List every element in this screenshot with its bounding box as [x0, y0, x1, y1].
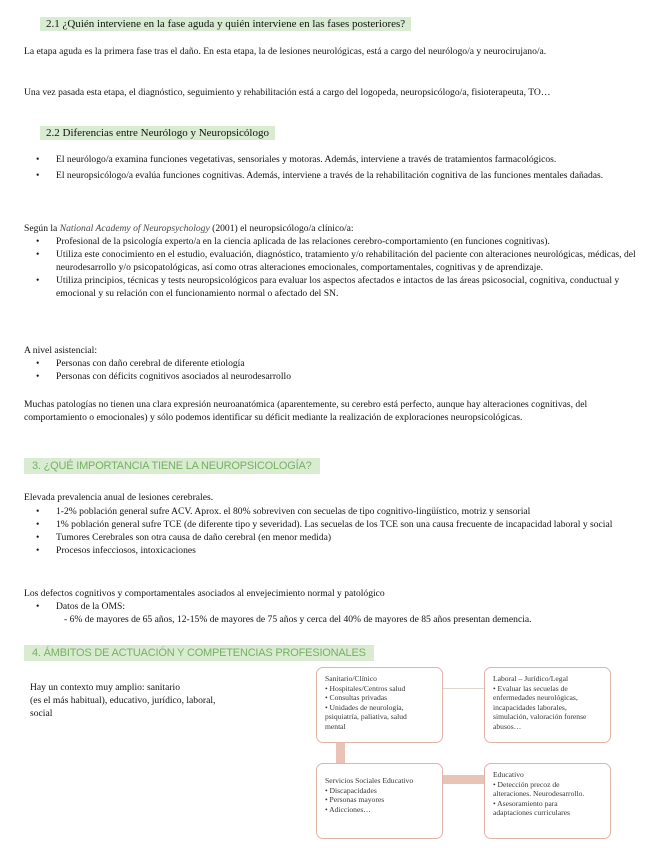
list-item: • El neurólogo/a examina funciones vegetativas, sensoriales y motoras. Además, interviene a través de tratamientos farmacológicos.: [56, 153, 636, 166]
list-item: • Utiliza este conocimiento en el estudio, evaluación, diagnóstico, tratamiento y/o rehabilitación del paciente con alteraciones neurológicas, médicas, del neurodesarrollo y/o psicopatológicas, así como otras alteraciones emocionales, comportamentales, cognitivas y de aprendizaje.: [56, 248, 636, 274]
list-item: • Utiliza principios, técnicas y tests neuropsicológicos para evaluar los aspectos afectados e intactos de las áreas psicosocial, cognitiva, conductual y emocional y su relación con el funcionamiento normal o afectado del SN.: [56, 274, 636, 300]
ambito-line: psiquiatría, paliativa, salud: [325, 712, 407, 722]
definition-suffix: (2001) el neuropsicólogo/a clínico/a:: [209, 223, 354, 234]
list-item: • Personas con déficits cognitivos asociados al neurodesarrollo: [56, 370, 636, 383]
list-item: • 1% población general sufre TCE (de diferente tipo y severidad). Las secuelas de los TCE son una causa frecuente de incapacidad laboral y social: [56, 518, 636, 531]
paragraph-patologias: Muchas patologías no tienen una clara expresión neuroanatómica (aparentemente, su cerebro está perfecto, aunque hay alteraciones cognitivas, del comportamiento o emocionales) y sólo podemos identificar su déficit mediante la realización de exploraciones neuropsicológicas.: [24, 399, 588, 423]
section-4-heading: 4. ÁMBITOS DE ACTUACIÓN Y COMPETENCIAS PROFESIONALES: [24, 645, 374, 661]
definition-prefix: Según la: [24, 223, 60, 234]
ambito-sanitario-box: [316, 667, 443, 743]
ambito-line: simulación, valoración forense: [493, 712, 587, 722]
connector-bar: [441, 775, 484, 784]
ambito-line: incapacidades laborales,: [493, 702, 567, 712]
ambitos-intro: [30, 681, 300, 720]
definition-intro: [24, 222, 634, 235]
asistencial-label: A nivel asistencial:: [24, 345, 98, 356]
ambito-line: • Evaluar las secuelas de: [493, 683, 568, 693]
neurologo-vs-neuropsicologo-list: [24, 153, 636, 182]
ambito-educativo-box: [484, 763, 611, 839]
paragraph-fases-posteriores: Una vez pasada esta etapa, el diagnóstico, seguimiento y rehabilitación está a cargo del logopeda, neuropsicólogo/a, fisioterapeuta, TO…: [24, 87, 551, 98]
list-item: • Personas con daño cerebral de diferente etiología: [56, 357, 636, 370]
ambito-line: • Hospitales/Centros salud: [325, 683, 406, 693]
envejecimiento-label: Los defectos cognitivos y comportamentales asociados al envejecimiento normal y patológico: [24, 588, 385, 599]
list-item: • El neuropsicólogo/a evalúa funciones cognitivas. Además, interviene a través de la rehabilitación cognitiva de las funciones mentales dañadas.: [56, 169, 636, 182]
list-item: • Profesional de la psicología experto/a en la ciencia aplicada de las relaciones cerebro-comportamiento (en funciones cognitivas).: [56, 235, 636, 248]
oms-detail: - 6% de mayores de 65 años, 12-15% de mayores de 75 años y cerca del 40% de mayores de 85 años presentan demencia.: [64, 614, 532, 625]
asistencial-list: [24, 357, 636, 383]
intro-line: (es el más habitual), educativo, jurídico, laboral,: [30, 695, 216, 706]
ambito-title: Educativo: [493, 770, 524, 779]
intro-line: social: [30, 708, 53, 719]
intro-line: Hay un contexto muy amplio: sanitario: [30, 682, 181, 693]
ambito-line: • Asesoramiento para: [493, 798, 558, 808]
connector-line: [443, 688, 485, 689]
list-item: • Datos de la OMS:: [56, 600, 636, 613]
list-item: • Procesos infecciosos, intoxicaciones: [56, 544, 636, 557]
ambito-line: mental: [325, 721, 346, 731]
ambito-line: adaptaciones curriculares: [493, 808, 570, 818]
ambito-line: • Unidades de neurología,: [325, 702, 404, 712]
ambito-servicios-sociales-box: [316, 763, 443, 839]
ambito-line: enfermedades neurológicas,: [493, 693, 578, 703]
connector-bar: [336, 741, 345, 763]
ambito-line: • Discapacidades: [325, 785, 377, 795]
oms-list: [24, 600, 636, 613]
ambito-title: Laboral – Jurídico/Legal: [493, 674, 569, 683]
definition-source: National Academy of Neuropsychology: [59, 223, 210, 234]
list-item: • 1-2% población general sufre ACV. Aprox. el 80% sobreviven con secuelas de tipo cognitivo-lingüístico, motriz y sensorial: [56, 505, 636, 518]
prevalencia-list: [24, 505, 636, 557]
definition-list: [24, 235, 636, 300]
ambito-title: Sanitario/Clínico: [325, 674, 377, 683]
ambito-title: Servicios Sociales Educativo: [325, 776, 414, 785]
ambito-line: • Personas mayores: [325, 795, 385, 805]
section-2-2-heading: 2.2 Diferencias entre Neurólogo y Neuropsicólogo: [40, 126, 275, 140]
section-2-1-heading: 2.1 ¿Quién interviene en la fase aguda y quién interviene en las fases posteriores?: [40, 17, 411, 31]
ambito-line: • Consultas privadas: [325, 693, 388, 703]
prevalencia-label: Elevada prevalencia anual de lesiones cerebrales.: [24, 492, 214, 503]
section-3-heading: 3. ¿QUÉ IMPORTANCIA TIENE LA NEUROPSICOLOGÍA?: [24, 458, 320, 474]
ambito-line: alteraciones. Neurodesarrollo.: [493, 789, 585, 799]
list-item: • Tumores Cerebrales son otra causa de daño cerebral (en menor medida): [56, 531, 636, 544]
ambito-line: • Adicciones…: [325, 804, 371, 814]
ambito-laboral-juridico-box: [484, 667, 611, 743]
ambito-line: abusos…: [493, 721, 522, 731]
paragraph-fase-aguda: La etapa aguda es la primera fase tras el daño. En esta etapa, la de lesiones neurológicas, está a cargo del neurólogo/a y neurocirujano/a.: [24, 46, 547, 57]
ambito-line: • Detección precoz de: [493, 779, 560, 789]
